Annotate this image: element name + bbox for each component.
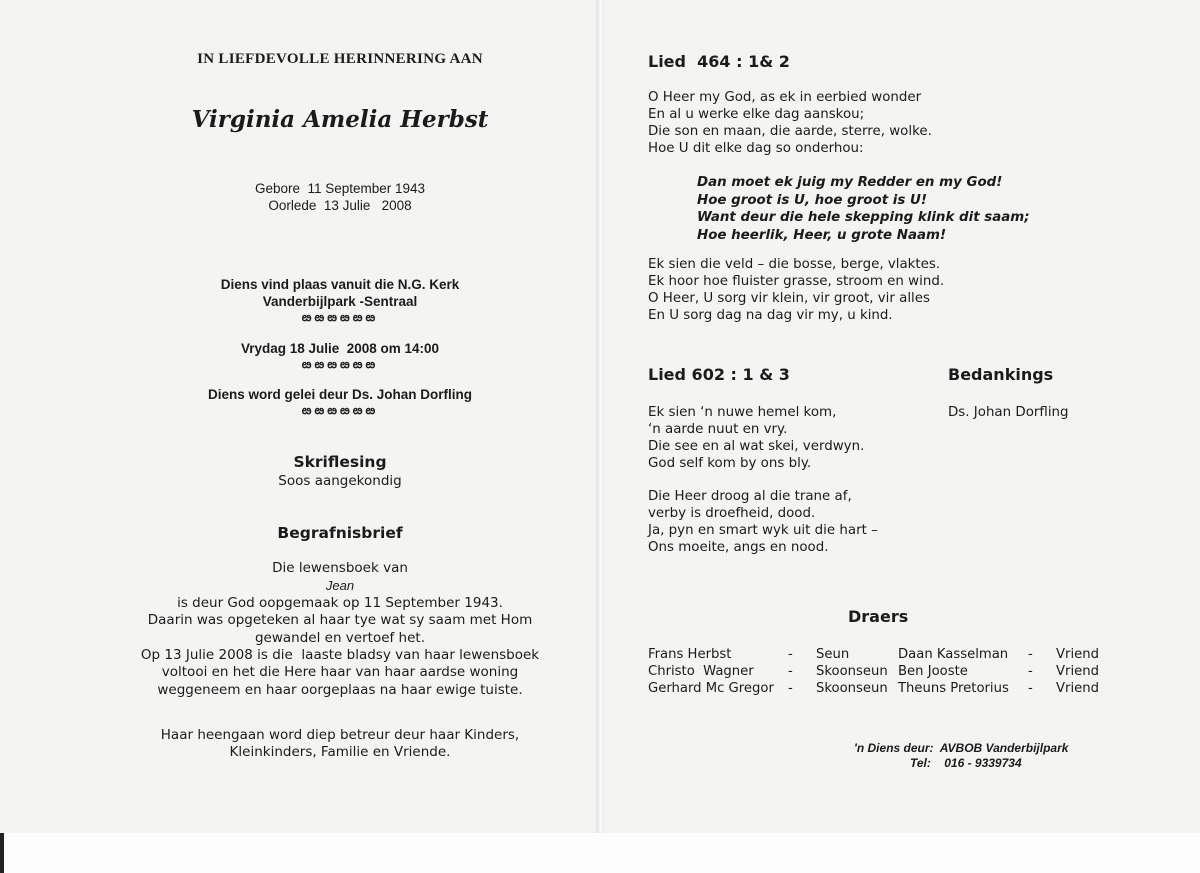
bearer-name: Christo Wagner [648, 664, 754, 679]
chorus-line: Dan moet ek juig my Redder en my God! [697, 175, 1003, 190]
table-row [648, 646, 1099, 663]
scan-edge-marker [0, 833, 4, 873]
letter-line: voltooi en het die Here haar van haar aardse woning [161, 664, 519, 681]
provider-phone: Tel: 016 - 9339734 [910, 756, 1022, 770]
chorus-line: Hoe groot is U, hoe groot is U! [697, 192, 927, 208]
verse-line: Die see en al wat skei, verdwyn. [648, 439, 865, 454]
scan-bottom-margin [0, 833, 1200, 873]
bearer-name: Ben Jooste [898, 664, 968, 679]
verse-line: Die Heer droog al die trane af, [648, 489, 852, 504]
bearers-table [648, 646, 1099, 697]
service-date: Vrydag 18 Julie 2008 om 14:00 [240, 341, 440, 356]
scripture-subtitle: Soos aangekondig [278, 473, 402, 489]
thanks-heading: Bedankings [948, 365, 1054, 384]
verse-line: ‘n aarde nuut en vry. [648, 422, 788, 437]
bearer-relation: Vriend [1056, 647, 1099, 662]
funeral-service-note [854, 741, 1068, 771]
verse-line: Ja, pyn en smart wyk uit die hart – [648, 523, 878, 538]
letter-line: gewandel en vertoef het. [254, 629, 425, 646]
service-date-block [150, 340, 530, 372]
bearer-relation: Vriend [1056, 681, 1099, 696]
chorus-line: Hoe heerlik, Heer, u grote Naam! [697, 227, 947, 243]
ornament-divider: ఴఴఴఴఴఴ [301, 403, 379, 417]
mourners-line2: Kleinkinders, Familie en Vriende. [229, 744, 451, 761]
birth-date: Gebore 11 September 1943 [254, 181, 426, 196]
life-dates [180, 180, 500, 214]
death-date: Oorlede 13 Julie 2008 [268, 198, 412, 213]
bearers-heading: Draers [848, 607, 909, 626]
verse-line: En U sorg dag na dag vir my, u kind. [648, 308, 893, 323]
verse-line: Ek sien ‘n nuwe hemel kom, [648, 405, 837, 420]
dash: - [1028, 664, 1033, 679]
funeral-letter [120, 560, 560, 699]
dash: - [1028, 681, 1033, 696]
verse-line: Ek hoor hoe fluister grasse, stroom en wind. [648, 274, 945, 289]
dash: - [788, 664, 793, 679]
verse-line: O Heer, U sorg vir klein, vir groot, vir alles [648, 291, 930, 306]
table-row [648, 680, 1099, 697]
bearer-relation: Skoonseun [816, 664, 888, 679]
service-location-line1: Diens vind plaas vanuit die N.G. Kerk [220, 277, 460, 292]
song1-chorus [697, 174, 1030, 244]
service-leader: Diens word gelei deur Ds. Johan Dorfling [207, 387, 473, 402]
song1-verse1 [648, 89, 932, 157]
dash: - [788, 647, 793, 662]
verse-line: En al u werke elke dag aanskou; [648, 107, 865, 122]
letter-heading: Begrafnisbrief [277, 524, 403, 542]
letter-line-name: Jean [325, 578, 355, 594]
letter-line: Op 13 Julie 2008 is die laaste bladsy van haar lewensboek [140, 647, 540, 664]
mourners [120, 727, 560, 762]
verse-line: Hoe U dit elke dag so onderhou: [648, 141, 864, 156]
verse-line: Die son en maan, die aarde, sterre, wolke. [648, 124, 932, 139]
song1-title: Lied 464 : 1& 2 [648, 52, 790, 71]
service-provider: 'n Diens deur: AVBOB Vanderbijlpark [854, 741, 1069, 755]
deceased-name: Virginia Amelia Herbst [191, 106, 489, 133]
ornament-divider: ఴఴఴఴఴఴ [301, 357, 379, 371]
ornament-divider: ఴఴఴఴఴఴ [301, 310, 379, 324]
service-location-line2: Vanderbijlpark -Sentraal [262, 294, 418, 309]
letter-line: weggeneem en haar oorgeplaas na haar ewige tuiste. [157, 681, 523, 698]
verse-line: verby is droefheid, dood. [648, 506, 816, 521]
song2-title: Lied 602 : 1 & 3 [648, 365, 790, 384]
song2-verse1 [648, 404, 864, 472]
letter-line: Daarin was opgeteken al haar tye wat sy saam met Hom [147, 612, 533, 629]
chorus-line: Want deur die hele skepping klink dit saam; [697, 210, 1030, 225]
song1-verse2 [648, 256, 944, 324]
letter-line: is deur God oopgemaak op 11 September 1943. [177, 594, 503, 611]
scripture-heading: Skriflesing [293, 453, 387, 471]
verse-line: Ons moeite, angs en nood. [648, 540, 829, 555]
bearer-relation: Vriend [1056, 664, 1099, 679]
bearer-relation: Seun [816, 647, 850, 662]
table-row [648, 663, 1099, 680]
verse-line: God self kom by ons bly. [648, 456, 812, 471]
bearer-name: Gerhard Mc Gregor [648, 681, 774, 696]
verse-line: Ek sien die veld – die bosse, berge, vlaktes. [648, 257, 941, 272]
mourners-line1: Haar heengaan word diep betreur deur haar Kinders, [160, 727, 520, 743]
verse-line: O Heer my God, as ek in eerbied wonder [648, 90, 922, 105]
memorial-header: IN LIEFDEVOLLE HERINNERING AAN [197, 51, 483, 67]
bearer-name: Daan Kasselman [898, 647, 1009, 662]
dash: - [788, 681, 793, 696]
service-location [150, 276, 530, 325]
song2-verse2 [648, 488, 878, 556]
bearer-name: Theuns Pretorius [898, 681, 1009, 696]
thanks-name: Ds. Johan Dorfling [948, 405, 1069, 420]
bearer-relation: Skoonseun [816, 681, 888, 696]
service-leader-block [150, 386, 530, 418]
letter-line: Die lewensboek van [272, 560, 408, 576]
dash: - [1028, 647, 1033, 662]
bearer-name: Frans Herbst [648, 647, 732, 662]
